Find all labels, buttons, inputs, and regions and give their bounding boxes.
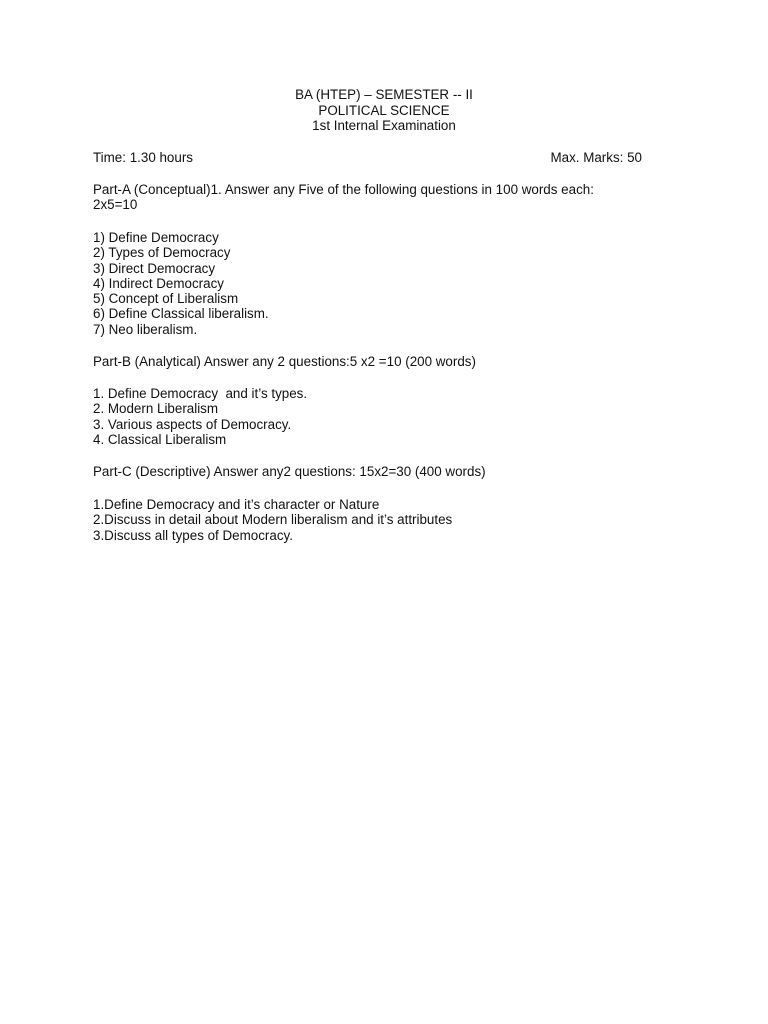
- part-b-instruction: [93, 354, 653, 369]
- part-b-question-list: [93, 386, 653, 447]
- question-item: 1.Define Democracy and it’s character or Nature: [93, 497, 380, 512]
- exam-time: Time: 1.30 hours: [93, 150, 193, 165]
- question-item: 6) Define Classical liberalism.: [93, 306, 269, 322]
- question-item: 2.Discuss in detail about Modern liberalism and it’s attributes: [93, 512, 453, 528]
- exam-title: 1st Internal Examination: [312, 118, 456, 133]
- question-item: 4) Indirect Democracy: [93, 275, 224, 291]
- part-a-instruction: [93, 182, 653, 213]
- part-c-instruction: [93, 464, 653, 479]
- part-a-marks-line: 2x5=10: [93, 197, 138, 213]
- part-a-instruction-line: Part-A (Conceptual)1. Answer any Five of the following questions in 100 words each:: [93, 182, 594, 197]
- question-item: 3.Discuss all types of Democracy.: [93, 527, 293, 543]
- exam-header: [0, 87, 768, 134]
- question-item: 1) Define Democracy: [93, 230, 219, 245]
- question-item: 4. Classical Liberalism: [93, 431, 227, 447]
- question-item: 7) Neo liberalism.: [93, 321, 198, 337]
- part-b-instruction-line: Part-B (Analytical) Answer any 2 questions:5 x2 =10 (200 words): [93, 354, 476, 369]
- part-c-question-list: [93, 497, 653, 543]
- question-item: 3) Direct Democracy: [93, 260, 216, 276]
- course-title: BA (HTEP) – SEMESTER -- II: [295, 87, 473, 102]
- part-a-question-list: [93, 230, 653, 337]
- subject-title: POLITICAL SCIENCE: [318, 102, 450, 118]
- question-item: 2) Types of Democracy: [93, 245, 231, 261]
- part-c-instruction-line: Part-C (Descriptive) Answer any2 questions: 15x2=30 (400 words): [93, 464, 486, 479]
- question-item: 1. Define Democracy and it’s types.: [93, 386, 308, 401]
- max-marks: Max. Marks: 50: [550, 150, 642, 165]
- question-item: 2. Modern Liberalism: [93, 401, 219, 417]
- question-item: 5) Concept of Liberalism: [93, 291, 239, 307]
- question-item: 3. Various aspects of Democracy.: [93, 416, 292, 432]
